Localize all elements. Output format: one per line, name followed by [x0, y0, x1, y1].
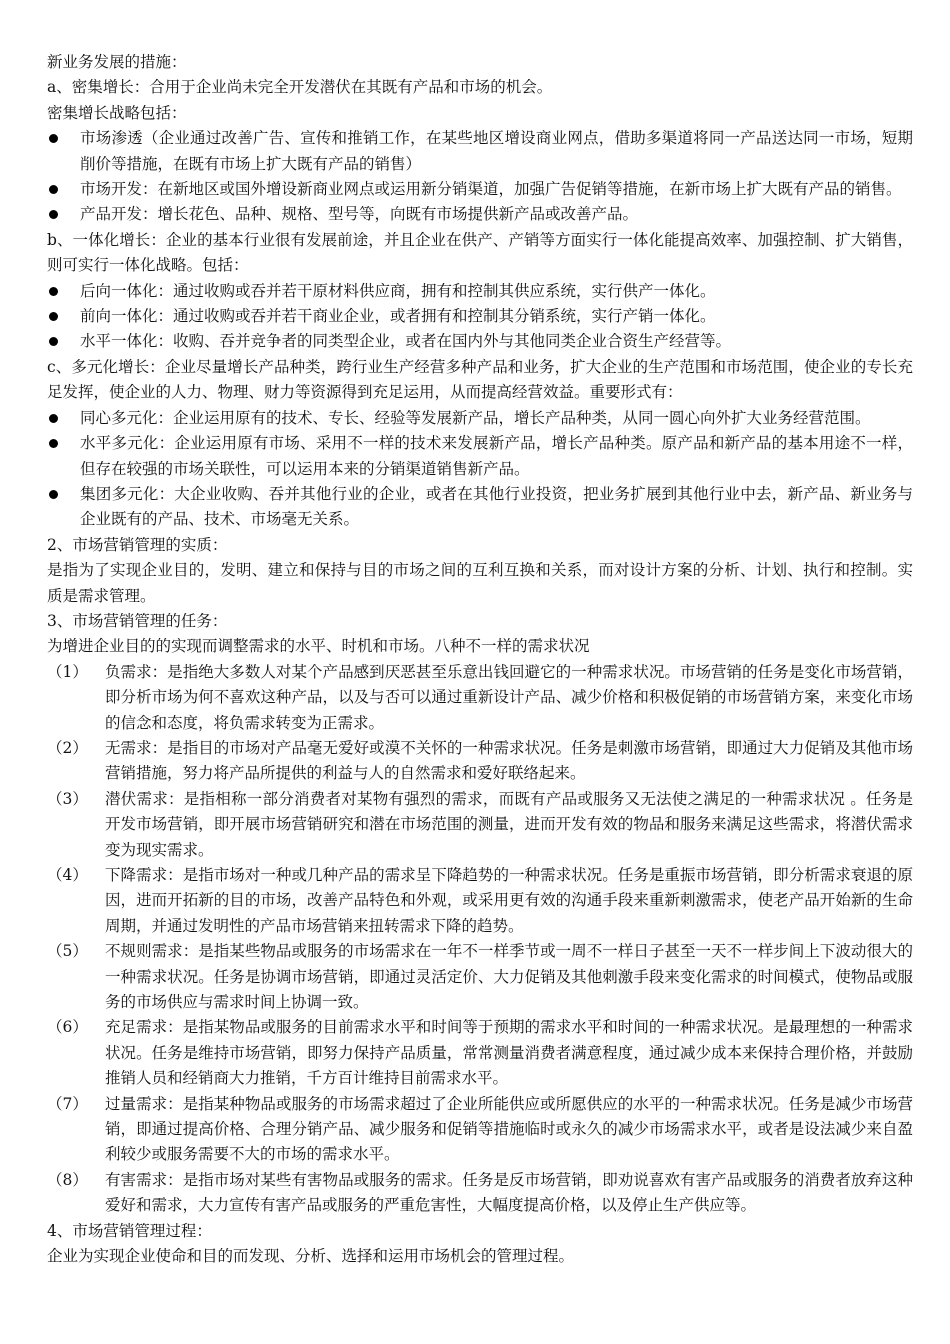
bullet-text: 水平一体化：收购、吞并竞争者的同类型企业，或者在国内外与其他同类企业合资生产经营等。 — [80, 332, 732, 351]
para-intensive-strategy: 密集增长战略包括： — [47, 103, 187, 122]
list-item — [47, 1168, 913, 1219]
list-text: 充足需求：是指某物品或服务的目前需求水平和时间等于预期的需求水平和时间的一种需求状况。是最理想的一种需求状况。任务是维持市场营销，即努力保持产品质量，常常测量消费者满意程度，通过减少成本来保持合理价格，并鼓励推销人员和经销商大力推销，千方百计维持目前需求水平。 — [105, 1018, 913, 1088]
list-item — [47, 1015, 913, 1091]
bullet-text: 同心多元化：企业运用原有的技术、专长、经验等发展新产品，增长产品种类，从同一圆心向外扩大业务经营范围。 — [80, 408, 871, 427]
bullet-dot-icon — [47, 177, 80, 202]
para-marketing-process: 企业为实现企业使命和目的而发现、分析、选择和运用市场机会的管理过程。 — [47, 1247, 575, 1266]
bullet-dot-icon — [47, 202, 80, 227]
list-number: （5） — [47, 942, 88, 961]
list-text: 过量需求：是指某种物品或服务的市场需求超过了企业所能供应或所愿供应的水平的一种需求状况。任务是减少市场营销，即通过提高价格、合理分销产品、减少服务和促销等措施临时或永久的减少市场需求水平，或者是设法减少来自盈利较少或服务需要不大的市场的需求水平。 — [105, 1094, 913, 1164]
bullet-dot-icon — [47, 329, 80, 354]
bullet-dot-icon — [47, 304, 80, 329]
document-page — [47, 50, 913, 1270]
bullet-text: 市场开发：在新地区或国外增设新商业网点或运用新分销渠道，加强广告促销等措施，在新市场上扩大既有产品的销售。 — [80, 180, 902, 199]
heading-marketing-tasks: 3、市场营销管理的任务： — [47, 611, 228, 630]
list-item — [47, 1092, 913, 1168]
para-marketing-essence: 是指为了实现企业目的，发明、建立和保持与目的市场之间的互利互换和关系，而对设计方案的分析、计划、执行和控制。实质是需求管理。 — [47, 561, 913, 605]
bullet-item — [47, 431, 913, 482]
bullet-dot-icon — [47, 482, 80, 507]
para-diversification-growth: c、多元化增长：企业尽量增长产品种类，跨行业生产经营多种产品和业务，扩大企业的生产范围和市场范围，使企业的专长充足发挥，使企业的人力、物理、财力等资源得到充足运用，从而提高经营效益。重要形式有： — [47, 357, 913, 402]
list-item — [47, 863, 913, 939]
list-item — [47, 736, 913, 787]
bullet-item — [47, 304, 913, 329]
bullet-item — [47, 177, 913, 202]
list-number: （2） — [47, 738, 88, 757]
bullet-dot-icon — [47, 406, 80, 431]
list-item — [47, 787, 913, 863]
bullet-text: 水平多元化：企业运用原有市场、采用不一样的技术来发展新产品，增长产品种类。原产品和新产品的基本用途不一样，但存在较强的市场关联性，可以运用本来的分销渠道销售新产品。 — [80, 434, 913, 478]
bullet-item — [47, 126, 913, 177]
list-number: （3） — [47, 789, 88, 808]
bullet-item — [47, 202, 913, 227]
bullet-dot-icon — [47, 126, 80, 151]
bullet-text: 产品开发：增长花色、品种、规格、型号等，向既有市场提供新产品或改善产品。 — [80, 205, 639, 224]
bullet-item — [47, 329, 913, 354]
bullet-item — [47, 482, 913, 533]
para-integration-growth: b、一体化增长：企业的基本行业很有发展前途，并且企业在供产、产销等方面实行一体化能提高效率、加强控制、扩大销售，则可实行一体化战略。包括： — [47, 230, 913, 275]
list-text: 无需求：是指目的市场对产品毫无爱好或漠不关怀的一种需求状况。任务是刺激市场营销，即通过大力促销及其他市场营销措施，努力将产品所提供的利益与人的自然需求和爱好联络起来。 — [105, 738, 913, 783]
bullet-text: 市场渗透（企业通过改善广告、宣传和推销工作，在某些地区增设商业网点，借助多渠道将同一产品送达同一市场，短期削价等措施，在既有市场上扩大既有产品的销售） — [80, 129, 913, 173]
list-text: 不规则需求：是指某些物品或服务的市场需求在一年不一样季节或一周不一样日子甚至一天不一样步间上下波动很大的一种需求状况。任务是协调市场营销，即通过灵活定价、大力促销及其他刺激手段来变化需求的时间模式，使物品或服务的市场供应与需求时间上协调一致。 — [105, 942, 913, 1012]
bullet-item — [47, 406, 913, 431]
list-text: 下降需求：是指市场对一种或几种产品的需求呈下降趋势的一种需求状况。任务是重振市场营销，即分析需求衰退的原因，进而开拓新的目的市场，改善产品特色和外观，或采用更有效的沟通手段来重新刺激需求，使老产品开始新的生命周期，并通过发明性的产品市场营销来扭转需求下降的趋势。 — [105, 866, 913, 935]
list-text: 有害需求：是指市场对某些有害物品或服务的需求。任务是反市场营销，即劝说喜欢有害产品或服务的消费者放弃这种爱好和需求，大力宣传有害产品或服务的严重危害性，大幅度提高价格，以及停止生产供应等。 — [105, 1170, 913, 1215]
heading-marketing-process: 4、市场营销管理过程： — [47, 1221, 212, 1240]
bullet-text: 后向一体化：通过收购或吞并若干原材料供应商，拥有和控制其供应系统，实行供产一体化。 — [80, 281, 716, 300]
bullet-dot-icon — [47, 279, 80, 304]
list-text: 负需求：是指绝大多数人对某个产品感到厌恶甚至乐意出钱回避它的一种需求状况。市场营销的任务是变化市场营销，即分析市场为何不喜欢这种产品，以及与否可以通过重新设计产品、减少价格和积极促销的市场营销方案，来变化市场的信念和态度，将负需求转变为正需求。 — [105, 662, 913, 732]
list-number: （8） — [47, 1170, 88, 1189]
bullet-text: 集团多元化：大企业收购、吞并其他行业的企业，或者在其他行业投资，把业务扩展到其他行业中去，新产品、新业务与企业既有的产品、技术、市场毫无关系。 — [80, 484, 913, 529]
bullet-item — [47, 279, 913, 304]
list-number: （7） — [47, 1094, 88, 1113]
list-item — [47, 939, 913, 1015]
list-text: 潜伏需求：是指相称一部分消费者对某物有强烈的需求，而既有产品或服务又无法使之满足的一种需求状况 。任务是开发市场营销，即开展市场营销研究和潜在市场范围的测量，进而开发有效的物品和服务来满足这些需求，将潜伏需求变为现实需求。 — [105, 789, 913, 859]
para-intensive-growth: a、密集增长：合用于企业尚未完全开发潜伏在其既有产品和市场的机会。 — [47, 78, 553, 97]
heading-new-business: 新业务发展的措施： — [47, 53, 187, 71]
list-number: （1） — [47, 662, 88, 681]
heading-marketing-essence: 2、市场营销管理的实质： — [47, 535, 228, 554]
bullet-text: 前向一体化：通过收购或吞并若干商业企业，或者拥有和控制其分销系统，实行产销一体化。 — [80, 307, 716, 326]
list-item — [47, 660, 913, 736]
list-number: （4） — [47, 866, 88, 884]
demand-list — [47, 660, 913, 1219]
para-marketing-tasks: 为增进企业目的的实现而调整需求的水平、时机和市场。八种不一样的需求状况 — [47, 637, 590, 656]
bullet-dot-icon — [47, 431, 80, 456]
list-number: （6） — [47, 1018, 88, 1037]
